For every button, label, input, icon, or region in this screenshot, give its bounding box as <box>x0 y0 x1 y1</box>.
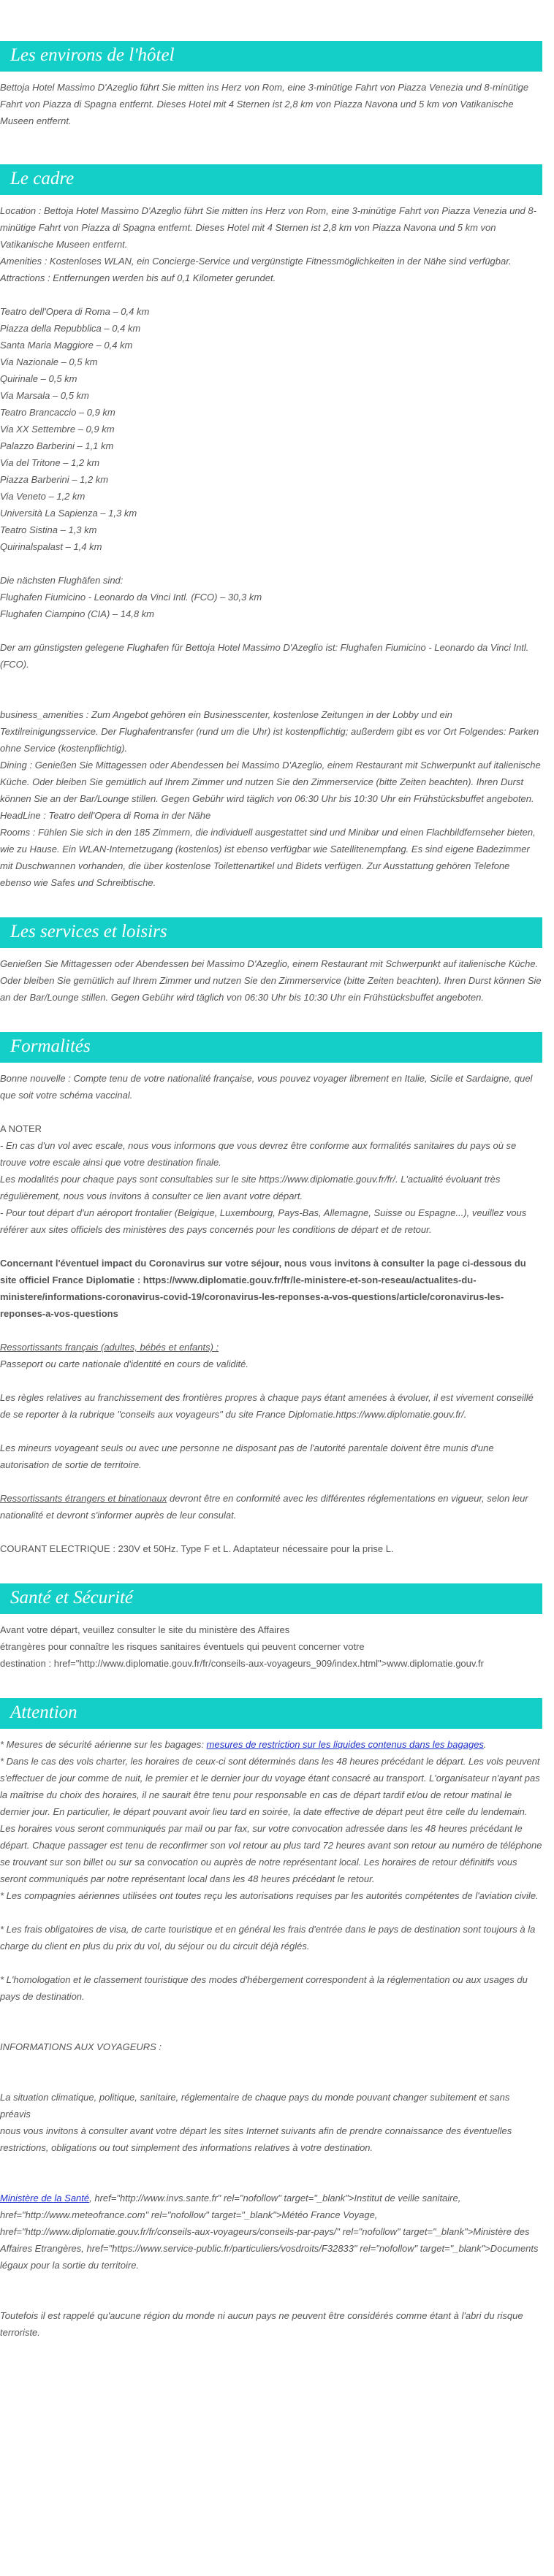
section-title-services: Les services et loisirs <box>0 917 542 948</box>
noter-escale: - En cas d'un vol avec escale, nous vous informons que vous devrez être conforme aux formalités sanitaires du pays où se trouve votre escale ainsi que votre destination finale. <box>0 1140 517 1168</box>
place-item: Santa Maria Maggiore – 0,4 km <box>0 340 133 351</box>
place-item: Quirinale – 0,5 km <box>0 373 77 384</box>
headline: HeadLine : Teatro dell'Opera di Roma in der Nähe <box>0 810 211 821</box>
airport-item: Flughafen Ciampino (CIA) – 14,8 km <box>0 608 154 619</box>
mesures-link[interactable]: mesures de restriction sur les liquides contenus dans les bagages <box>206 1739 484 1750</box>
mesures-suffix: . <box>483 1739 487 1750</box>
place-item: Via XX Settembre – 0,9 km <box>0 424 115 435</box>
mesures-prefix: * Mesures de sécurité aérienne sur les bagages: <box>0 1739 207 1750</box>
etrangers <box>0 1490 542 1524</box>
section-environs <box>0 0 542 129</box>
section-title-sante: Santé et Sécurité <box>0 1583 542 1614</box>
airports-intro: Die nächsten Flughäfen sind: <box>0 575 124 586</box>
vols-charter: * Dans le cas des vols charter, les horaires de ceux-ci sont déterminés dans les 48 heures précédant le départ. Les vols peuvent s'effectuer de jour comme de nuit, le premier et le dernier jour du voyage étant consacré au transport. L'organisateur n'ayant pas la maîtrise du choix des horaires, il ne saurait être tenu pour responsable en cas de départ tardif et/ou de retour matinal le dernier jour. En particulier, le départ pouvant avoir lieu tard en soirée, la date effective de départ peut être celle du lendemain. Les horaires vous seront communiqués par mail ou par fax, sur votre convocation adressée dans les 48 heures précédant le départ. Chaque passager est tenu de reconfirmer son vol retour au plus tard 72 heures avant son retour au numéro de téléphone se trouvant sur son billet ou sur sa convocation ou auprès de notre représentant local. Les horaires de retour définitifs vous seront communiqués par notre représentant local dans les 48 heures précédant le retour. <box>0 1756 542 1884</box>
business-amenities: business_amenities : Zum Angebot gehören ein Businesscenter, kostenlose Zeitungen in der Lobby und ein Textilreinigungsservice. Der Flughafentransfer (rund um die Uhr) ist kostenpflichtig; außerdem gibt es vor Ort Folgendes: Parken ohne Service (kostenpflichtig). <box>0 709 539 754</box>
preferred-airport: Der am günstigsten gelegene Flughafen für Bettoja Hotel Massimo D'Azeglio ist: Flughafen Fiumicino - Leonardo da Vinci Intl. (FCO). <box>0 642 529 670</box>
environs-text: Bettoja Hotel Massimo D'Azeglio führt Sie mitten ins Herz von Rom, eine 3-minütige Fahrt von Piazza Venezia und 8-minütige Fahrt von Piazza di Spagna entfernt. Dieses Hotel mit 4 Sternen ist 2,8 km von Piazza Navona und 5 km von Vatikanische Museen entfernt. <box>0 82 529 126</box>
cadre-location: Location : Bettoja Hotel Massimo D'Azeglio führt Sie mitten ins Herz von Rom, eine 3-minütige Fahrt von Piazza Venezia und 8-minütige Fahrt von Piazza di Spagna entfernt. Dieses Hotel mit 4 Sternen ist 2,8 km von Piazza Navona und 5 km von Vatikanische Museen entfernt. <box>0 205 536 250</box>
place-item: Via Veneto – 1,2 km <box>0 491 86 502</box>
rooms: Rooms : Fühlen Sie sich in den 185 Zimmern, die individuell ausgestattet sind und Minibar und einen Flachbildfernseher bieten, wie zu Hause. Ein WLAN-Internetzugang (kostenlos) ist ebenso verfügbar wie Satellitenempfang. Es sind eigene Badezimmer mit Duschwannen vorhanden, die über kostenlose Toilettenartikel und Bidets verfügen. Zur Ausstattung gehören Telefone ebenso wie Safes und Schreibtische. <box>0 827 536 888</box>
sante-line: destination : href="http://www.diplomatie.gouv.fr/fr/conseils-aux-voyageurs_909/index.html">www.diplomatie.gouv.fr <box>0 1658 484 1669</box>
ressortissants-fr-title: Ressortissants français (adultes, bébés et enfants) : <box>0 1342 219 1353</box>
place-item: Piazza Barberini – 1,2 km <box>0 474 109 485</box>
etrangers-title: Ressortissants étrangers et binationaux <box>0 1493 167 1504</box>
regles-frontieres: Les règles relatives au franchissement des frontières propres à chaque pays étant amenées à évoluer, il est vivement conseillé de se reporter à la rubrique "conseils aux voyageurs" du site France Diplomatie.https://www.diplomatie.gouv.fr/. <box>0 1392 534 1420</box>
services-text: Genießen Sie Mittagessen oder Abendessen bei Massimo D'Azeglio, einem Restaurant mit Schwerpunkt auf italienische Küche. Oder bleiben Sie gemütlich auf Ihrem Zimmer und nutzen Sie den Zimmerservice (bitte Zeiten beachten). Ihren Durst können Sie an der Bar/Lounge stillen. Gegen Gebühr wird täglich von 06:30 Uhr bis 10:30 Uhr ein Frühstücksbuffet angeboten. <box>0 958 542 1003</box>
noter-frontalier: - Pour tout départ d'un aéroport frontalier (Belgique, Luxembourg, Pays-Bas, Allemagne, Suisse ou Espagne...), veuillez vous référer aux sites officiels des ministères des pays concernés pour les conditions de départ et de retour. <box>0 1207 527 1235</box>
cadre-amenities: Amenities : Kostenloses WLAN, ein Concierge-Service und vergünstigte Fitnessmöglichkeiten in der Nähe sind verfügbar. <box>0 256 512 267</box>
bonne-nouvelle: Bonne nouvelle : Compte tenu de votre nationalité française, vous pouvez voyager librement en Italie, Sicile et Sardaigne, quel que soit votre schéma vaccinal. <box>0 1073 533 1101</box>
place-item: Via Nazionale – 0,5 km <box>0 356 98 367</box>
section-title-attention: Attention <box>0 1698 542 1729</box>
section-title-cadre: Le cadre <box>0 164 542 195</box>
sante-line: étrangères pour connaître les risques sanitaires éventuels qui peuvent concerner votre <box>0 1641 365 1652</box>
toutefois: Toutefois il est rappelé qu'aucune région du monde ni aucun pays ne peuvent être considérés comme étant à l'abri du risque terroriste. <box>0 2310 523 2338</box>
section-title-environs: Les environs de l'hôtel <box>0 41 542 72</box>
ministere-links <box>0 2190 542 2274</box>
place-item: Via del Tritone – 1,2 km <box>0 457 100 468</box>
ressortissants-fr-text: Passeport ou carte nationale d'identité en cours de validité. <box>0 1358 248 1369</box>
airport-item: Flughafen Fiumicino - Leonardo da Vinci Intl. (FCO) – 30,3 km <box>0 592 262 603</box>
etrangers-text: devront être en conformité avec les différentes réglementations en vigueur, selon leur nationalité et devront s'informer auprès de leur consulat. <box>0 1493 528 1521</box>
place-item: Università La Sapienza – 1,3 km <box>0 508 137 519</box>
courant-electrique: COURANT ELECTRIQUE : 230V et 50Hz. Type F et L. Adaptateur nécessaire pour la prise L. <box>0 1543 394 1554</box>
ministere-rest: , href="http://www.invs.sante.fr" rel="nofollow" target="_blank">Institut de veille sanitaire, href="http://www.meteofrance.com" rel="nofollow" target="_blank">Météo France Voyage, href="http://www.diplomatie.gouv.fr/fr/conseils-aux-voyageurs/conseils-par-pays/" rel="nofollow" target="_blank">Ministère des Affaires Etrangères, href="https://www.service-public.fr/particuliers/vosdroits/F32833" rel="nofollow" target="_blank">Documents légaux pour la sortie du territoire. <box>0 2193 539 2271</box>
mineurs: Les mineurs voyageant seuls ou avec une personne ne disposant pas de l'autorité parentale doivent être munis d'une autorisation de sortie de territoire. <box>0 1442 494 1470</box>
place-item: Teatro dell'Opera di Roma – 0,4 km <box>0 306 150 317</box>
place-item: Piazza della Repubblica – 0,4 km <box>0 323 141 334</box>
place-item: Via Marsala – 0,5 km <box>0 390 89 401</box>
cadre-attractions: Attractions : Entfernungen werden bis auf 0,1 Kilometer gerundet. <box>0 272 276 283</box>
covid-notice: Concernant l'éventuel impact du Coronavirus sur votre séjour, nous vous invitons à consulter la page ci-dessous du site officiel France Diplomatie : https://www.diplomatie.gouv.fr/fr/le-ministere-et-son-reseau/actualites-du-ministere/informations-coronavirus-covid-19/coronavirus-les-reponses-a-vos-questions/article/coronavirus-les-reponses-a-vos-questions <box>0 1258 526 1319</box>
frais-obligatoires: * Les frais obligatoires de visa, de carte touristique et en général les frais d'entrée dans le pays de destination sont toujours à la charge du client en plus du prix du vol, du séjour ou du circuit déjà réglés. <box>0 1924 536 1952</box>
place-item: Quirinalspalast – 1,4 km <box>0 541 102 552</box>
section-cadre <box>0 129 542 891</box>
ministere-sante-link[interactable]: Ministère de la Santé <box>0 2193 90 2204</box>
noter-title: A NOTER <box>0 1123 42 1134</box>
place-item: Teatro Brancaccio – 0,9 km <box>0 407 115 418</box>
section-sante <box>0 1557 542 1672</box>
situation: La situation climatique, politique, sanitaire, réglementaire de chaque pays du monde pouvant changer subitement et sans préavis nous vous invitons à consulter avant votre départ les sites Internet suivants afin de prendre connaissance des éventuelles restrictions, obligations ou tout simplement des informations relatives à votre destination. <box>0 2092 512 2153</box>
homologation: * L'homologation et le classement touristique des modes d'hébergement correspondent à la réglementation ou aux usages du pays de destination. <box>0 1974 528 2002</box>
sante-line: Avant votre départ, veuillez consulter le site du ministère des Affaires <box>0 1624 290 1635</box>
noter-modalites: Les modalités pour chaque pays sont consultables sur le site https://www.diplomatie.gouv.fr/fr/. L'actualité évoluant très régulièrement, nous vous invitons à consulter ce lien avant votre départ. <box>0 1174 501 1201</box>
section-services <box>0 891 542 1006</box>
section-formalites <box>0 1006 542 1557</box>
compagnies: * Les compagnies aériennes utilisées ont toutes reçu les autorisations requises par les autorités compétentes de l'aviation civile. <box>0 1890 539 1901</box>
info-voyageurs-title: INFORMATIONS AUX VOYAGEURS : <box>0 2041 162 2052</box>
section-attention <box>0 1672 542 2341</box>
dining: Dining : Genießen Sie Mittagessen oder Abendessen bei Massimo D'Azeglio, einem Restaurant mit Schwerpunkt auf italienische Küche. Oder bleiben Sie gemütlich auf Ihrem Zimmer und nutzen Sie den Zimmerservice (bitte Zeiten beachten). Ihren Durst können Sie an der Bar/Lounge stillen. Gegen Gebühr wird täglich von 06:30 Uhr bis 10:30 Uhr ein Frühstücksbuffet angeboten. <box>0 760 541 804</box>
mesures-securite <box>0 1736 542 1753</box>
place-item: Palazzo Barberini – 1,1 km <box>0 440 114 451</box>
place-item: Teatro Sistina – 1,3 km <box>0 524 97 535</box>
section-title-formalites: Formalités <box>0 1032 542 1063</box>
